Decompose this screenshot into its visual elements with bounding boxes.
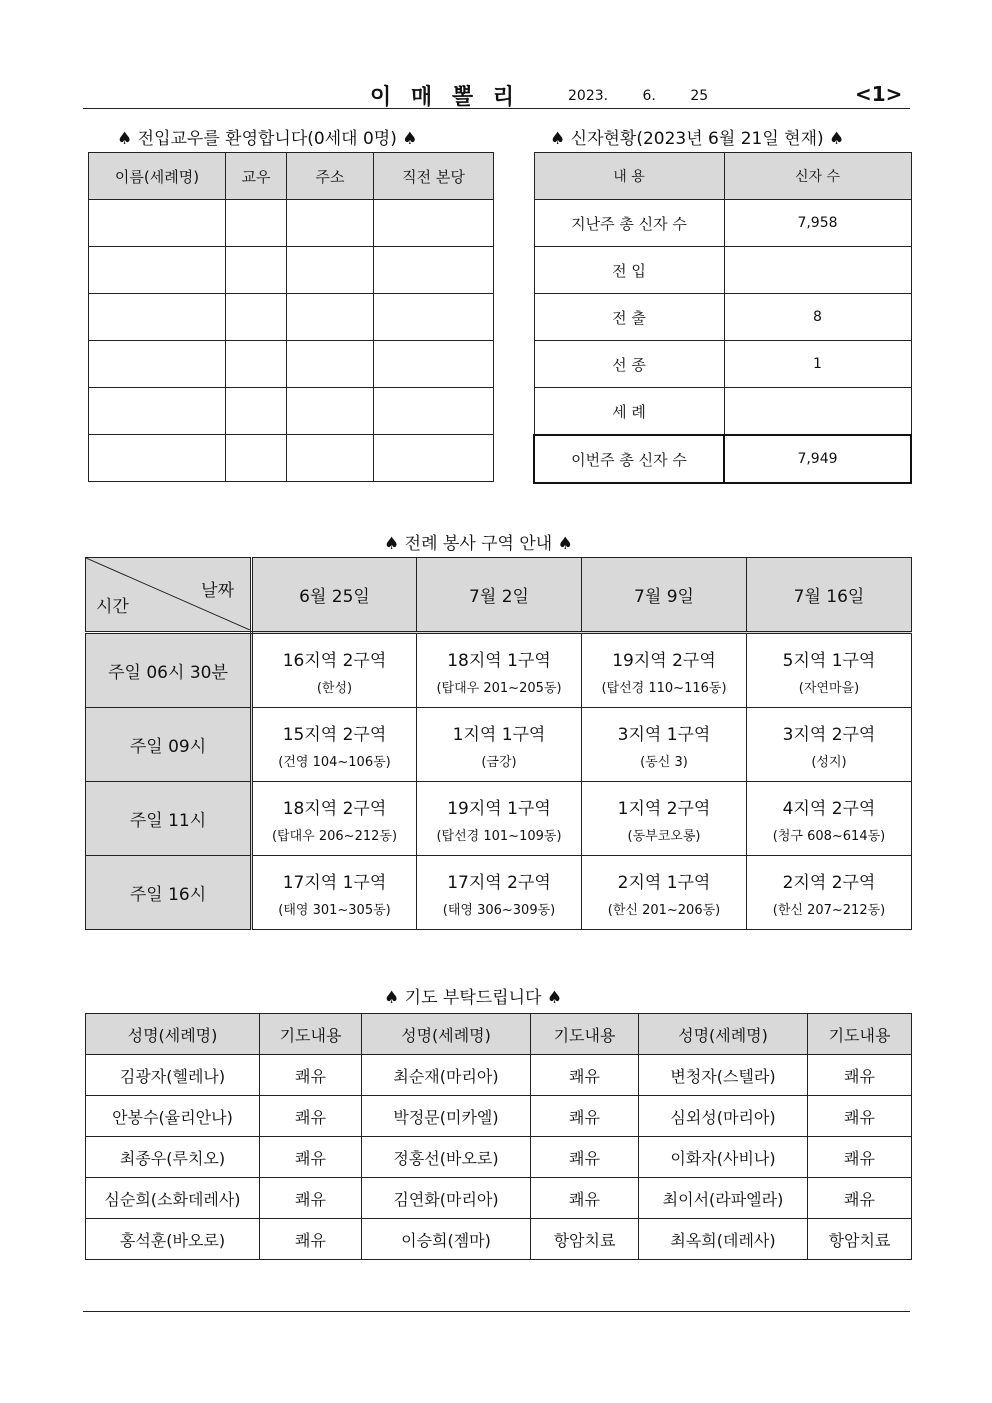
table-row (89, 294, 494, 341)
prayer-title: ♠ 기도 부탁드립니다 ♠ (384, 988, 563, 1008)
table-cell (226, 435, 287, 482)
column-header: 신자 수 (724, 153, 911, 200)
page-number: <1> (855, 82, 903, 106)
zone-detail: (탑선경 110~116동) (601, 680, 727, 696)
column-header: 이름(세례명) (89, 153, 226, 200)
zone-detail: (청구 608~614동) (772, 828, 886, 844)
table-cell (747, 782, 912, 856)
table-cell (417, 708, 582, 782)
prayer-intention: 항암치료 (531, 1219, 639, 1260)
time-header: 주일 16시 (86, 856, 252, 930)
prayer-intention: 쾌유 (531, 1178, 639, 1219)
table-header-row (86, 558, 912, 633)
table-cell (582, 856, 747, 930)
zone-label: 2지역 1구역 (617, 872, 711, 893)
table-cell (747, 708, 912, 782)
stats-table (533, 152, 912, 484)
table-row (534, 247, 911, 294)
table-cell (374, 200, 494, 247)
table-cell (747, 856, 912, 930)
table-cell (226, 388, 287, 435)
table-cell (89, 247, 226, 294)
table-cell (252, 708, 417, 782)
stat-label: 세 례 (534, 388, 724, 436)
stat-value: 7,958 (724, 200, 911, 247)
stats-title: ♠ 신자현황(2023년 6월 21일 현재) ♠ (550, 129, 845, 149)
table-cell (747, 633, 912, 708)
prayer-intention: 쾌유 (260, 1055, 362, 1096)
table-row (86, 1055, 912, 1096)
zone-label: 15지역 2구역 (282, 724, 387, 745)
table-cell (252, 856, 417, 930)
date-header: 6월 25일 (252, 558, 417, 633)
table-row (89, 341, 494, 388)
zone-label: 17지역 2구역 (447, 872, 551, 893)
stat-label: 선 종 (534, 341, 724, 388)
table-header-row (86, 1014, 912, 1055)
stat-label: 전 입 (534, 247, 724, 294)
time-header: 주일 06시 30분 (86, 633, 252, 708)
table-cell (417, 782, 582, 856)
table-row (534, 200, 911, 247)
prayer-table (85, 1013, 912, 1260)
table-cell (582, 708, 747, 782)
table-header-row (89, 153, 494, 200)
zone-detail: (동부코오롱) (627, 828, 701, 844)
table-row (86, 856, 912, 930)
table-row (89, 435, 494, 482)
table-cell (226, 247, 287, 294)
zone-label: 5지역 1구역 (782, 650, 876, 671)
zone-label: 3지역 2구역 (782, 724, 876, 745)
table-cell (287, 435, 374, 482)
corner-cell (86, 558, 252, 633)
zone-detail: (탑대우 206~212동) (271, 828, 398, 844)
zone-label: 2지역 2구역 (782, 872, 876, 893)
table-cell (89, 294, 226, 341)
prayer-intention: 쾌유 (808, 1055, 912, 1096)
table-cell (374, 294, 494, 341)
table-cell (582, 633, 747, 708)
person-name: 이승희(젬마) (362, 1219, 531, 1260)
zone-label: 18지역 1구역 (447, 650, 551, 671)
zone-detail: (태영 301~305동) (278, 902, 391, 918)
zone-label: 16지역 2구역 (282, 650, 387, 671)
table-cell (226, 200, 287, 247)
table-cell (417, 633, 582, 708)
table-cell (287, 294, 374, 341)
liturgy-table (85, 557, 912, 930)
table-cell (287, 200, 374, 247)
table-cell (89, 341, 226, 388)
table-cell (89, 388, 226, 435)
zone-detail: (성지) (811, 754, 847, 770)
table-row (89, 200, 494, 247)
zone-label: 19지역 2구역 (612, 650, 716, 671)
table-row (534, 435, 911, 483)
table-cell (374, 341, 494, 388)
zone-detail: (탑선경 101~109동) (436, 828, 562, 844)
zone-detail: (한성) (316, 680, 353, 696)
table-row (86, 708, 912, 782)
table-cell (287, 388, 374, 435)
zone-label: 1지역 2구역 (617, 798, 711, 819)
table-cell (252, 633, 417, 708)
stat-value (724, 388, 911, 436)
table-row (86, 1178, 912, 1219)
new-members-table (88, 152, 494, 482)
table-cell (252, 782, 417, 856)
stat-value: 1 (724, 341, 911, 388)
table-cell (89, 435, 226, 482)
table-cell (287, 247, 374, 294)
person-name: 박정문(미카엘) (362, 1096, 531, 1137)
date-header: 7월 16일 (747, 558, 912, 633)
prayer-intention: 항암치료 (808, 1219, 912, 1260)
prayer-intention: 쾌유 (808, 1096, 912, 1137)
footer-rule (83, 1311, 910, 1312)
column-header: 성명(세례명) (362, 1014, 531, 1055)
time-header: 주일 11시 (86, 782, 252, 856)
liturgy-title: ♠ 전례 봉사 구역 안내 ♠ (384, 534, 573, 554)
table-row (86, 633, 912, 708)
prayer-intention: 쾌유 (531, 1055, 639, 1096)
zone-label: 3지역 1구역 (617, 724, 711, 745)
person-name: 최종우(루치오) (86, 1137, 260, 1178)
zone-detail: (금강) (481, 754, 517, 770)
zone-detail: (한신 207~212동) (772, 902, 886, 918)
person-name: 정홍선(바오로) (362, 1137, 531, 1178)
zone-label: 17지역 1구역 (282, 872, 387, 893)
column-header: 성명(세례명) (86, 1014, 260, 1055)
column-header: 내 용 (534, 153, 724, 200)
table-cell (582, 782, 747, 856)
person-name: 김연화(마리아) (362, 1178, 531, 1219)
person-name: 최이서(라파엘라) (639, 1178, 808, 1219)
person-name: 홍석훈(바오로) (86, 1219, 260, 1260)
table-row (534, 341, 911, 388)
stat-label: 지난주 총 신자 수 (534, 200, 724, 247)
table-row (89, 388, 494, 435)
table-cell (374, 435, 494, 482)
prayer-intention: 쾌유 (808, 1137, 912, 1178)
prayer-intention: 쾌유 (260, 1178, 362, 1219)
table-row (86, 1096, 912, 1137)
corner-time-label: 시간 (96, 597, 129, 617)
zone-label: 4지역 2구역 (782, 798, 876, 819)
table-cell (287, 341, 374, 388)
table-row (86, 782, 912, 856)
zone-detail: (자연마을) (798, 680, 860, 696)
issue-date: 2023. 6. 25 (568, 88, 709, 104)
table-row (534, 294, 911, 341)
prayer-intention: 쾌유 (260, 1096, 362, 1137)
table-cell (226, 294, 287, 341)
table-row (86, 1219, 912, 1260)
prayer-intention: 쾌유 (808, 1178, 912, 1219)
column-header: 기도내용 (531, 1014, 639, 1055)
date-header: 7월 2일 (417, 558, 582, 633)
prayer-intention: 쾌유 (260, 1137, 362, 1178)
zone-label: 19지역 1구역 (447, 798, 551, 819)
stat-value (724, 247, 911, 294)
table-row (86, 1137, 912, 1178)
header-rule (83, 108, 910, 109)
zone-detail: (한신 201~206동) (607, 902, 721, 918)
stat-label: 전 출 (534, 294, 724, 341)
person-name: 안봉수(율리안나) (86, 1096, 260, 1137)
zone-detail: (건영 104~106동) (278, 754, 391, 770)
zone-detail: (태영 306~309동) (442, 902, 556, 918)
person-name: 심외성(마리아) (639, 1096, 808, 1137)
table-row (89, 247, 494, 294)
stat-label: 이번주 총 신자 수 (534, 435, 724, 483)
person-name: 김광자(헬레나) (86, 1055, 260, 1096)
zone-detail: (동신 3) (640, 754, 688, 770)
prayer-intention: 쾌유 (531, 1137, 639, 1178)
person-name: 변청자(스텔라) (639, 1055, 808, 1096)
table-cell (374, 247, 494, 294)
zone-label: 1지역 1구역 (452, 724, 546, 745)
time-header: 주일 09시 (86, 708, 252, 782)
person-name: 이화자(사비나) (639, 1137, 808, 1178)
table-cell (89, 200, 226, 247)
prayer-intention: 쾌유 (260, 1219, 362, 1260)
column-header: 직전 본당 (374, 153, 494, 200)
person-name: 심순희(소화데레사) (86, 1178, 260, 1219)
table-cell (417, 856, 582, 930)
person-name: 최순재(마리아) (362, 1055, 531, 1096)
table-cell (226, 341, 287, 388)
column-header: 기도내용 (260, 1014, 362, 1055)
table-cell (374, 388, 494, 435)
column-header: 주소 (287, 153, 374, 200)
table-header-row (534, 153, 911, 200)
date-header: 7월 9일 (582, 558, 747, 633)
new-members-title: ♠ 전입교우를 환영합니다(0세대 0명) ♠ (117, 129, 418, 149)
zone-label: 18지역 2구역 (282, 798, 387, 819)
page-title: 이 매 뽈 리 (370, 85, 520, 110)
column-header: 기도내용 (808, 1014, 912, 1055)
person-name: 최옥희(데레사) (639, 1219, 808, 1260)
table-row (534, 388, 911, 436)
prayer-intention: 쾌유 (531, 1096, 639, 1137)
stat-value: 8 (724, 294, 911, 341)
stat-value: 7,949 (724, 435, 911, 483)
zone-detail: (탑대우 201~205동) (436, 680, 562, 696)
column-header: 성명(세례명) (639, 1014, 808, 1055)
corner-date-label: 날짜 (201, 581, 234, 601)
column-header: 교우 (226, 153, 287, 200)
